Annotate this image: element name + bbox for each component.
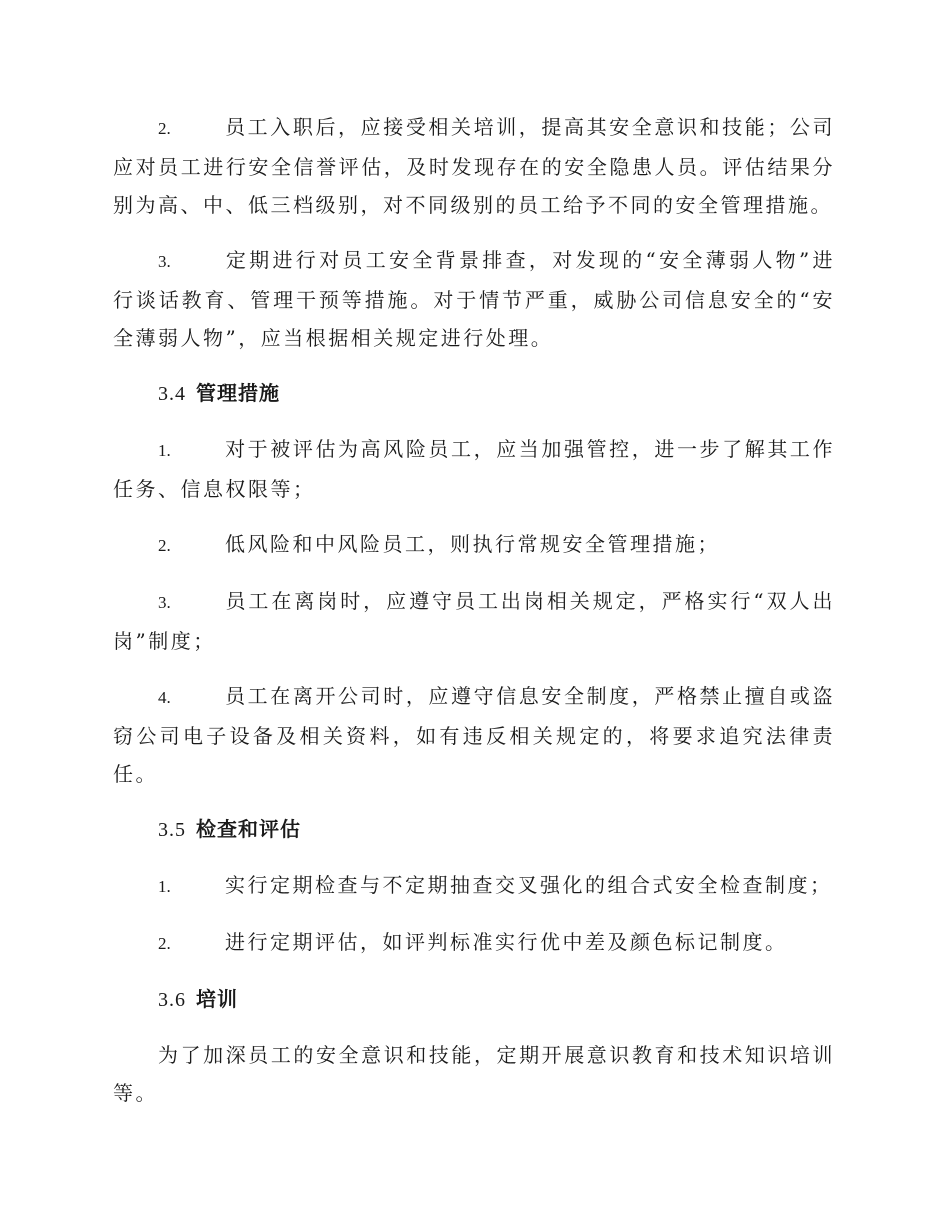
list-item-text: 实行定期检查与不定期抽查交叉强化的组合式安全检查制度；: [225, 873, 833, 897]
list-item: [113, 108, 835, 224]
list-item: [113, 866, 835, 906]
list-item-text: 低风险和中风险员工，则执行常规安全管理措施；: [225, 532, 720, 556]
section-title: 培训: [196, 987, 238, 1011]
list-item-number: 1.: [158, 441, 171, 460]
section-number: 3.5: [158, 819, 186, 841]
list-item-number: 2.: [158, 536, 171, 555]
section-number: 3.4: [158, 383, 186, 405]
list-item-text: 员工在离岗时，应遵守员工出岗相关规定，严格实行“双人出岗”制度；: [113, 589, 835, 653]
section-heading: [113, 980, 835, 1019]
list-item-number: 2.: [158, 934, 171, 953]
list-item: [113, 241, 835, 357]
list-item: [113, 582, 835, 660]
section-number: 3.6: [158, 989, 186, 1011]
list-item-number: 3.: [158, 252, 171, 271]
section-heading: [113, 810, 835, 849]
list-item-text: 定期进行对员工安全背景排查，对发现的“安全薄弱人物”进行谈话教育、管理干预等措施。对于情节严重，威胁公司信息安全的“安全薄弱人物”，应当根据相关规定进行处理。: [113, 248, 835, 350]
body-paragraph: 为了加深员工的安全意识和技能，定期开展意识教育和技术知识培训等。: [113, 1043, 835, 1105]
list-item: [113, 430, 835, 508]
list-item: [113, 525, 835, 565]
section-title: 管理措施: [196, 381, 280, 405]
list-item-number: 3.: [158, 593, 171, 612]
section-heading: [113, 374, 835, 413]
section-title: 检查和评估: [196, 817, 301, 841]
list-item-number: 4.: [158, 688, 171, 707]
list-item-text: 进行定期评估，如评判标准实行优中差及颜色标记制度。: [225, 930, 788, 954]
document-body: [113, 108, 835, 1129]
list-item: [113, 677, 835, 793]
list-item: [113, 923, 835, 963]
list-item-text: 员工入职后，应接受相关培训，提高其安全意识和技能；公司应对员工进行安全信誉评估，及时发现存在的安全隐患人员。评估结果分别为高、中、低三档级别，对不同级别的员工给予不同的安全管理措施。: [113, 115, 835, 217]
list-item-number: 2.: [158, 119, 171, 138]
list-item-text: 员工在离开公司时，应遵守信息安全制度，严格禁止擅自或盗窃公司电子设备及相关资料，如有违反相关规定的，将要求追究法律责任。: [113, 684, 835, 786]
list-item-number: 1.: [158, 877, 171, 896]
list-item-text: 对于被评估为高风险员工，应当加强管控，进一步了解其工作任务、信息权限等；: [113, 437, 835, 501]
